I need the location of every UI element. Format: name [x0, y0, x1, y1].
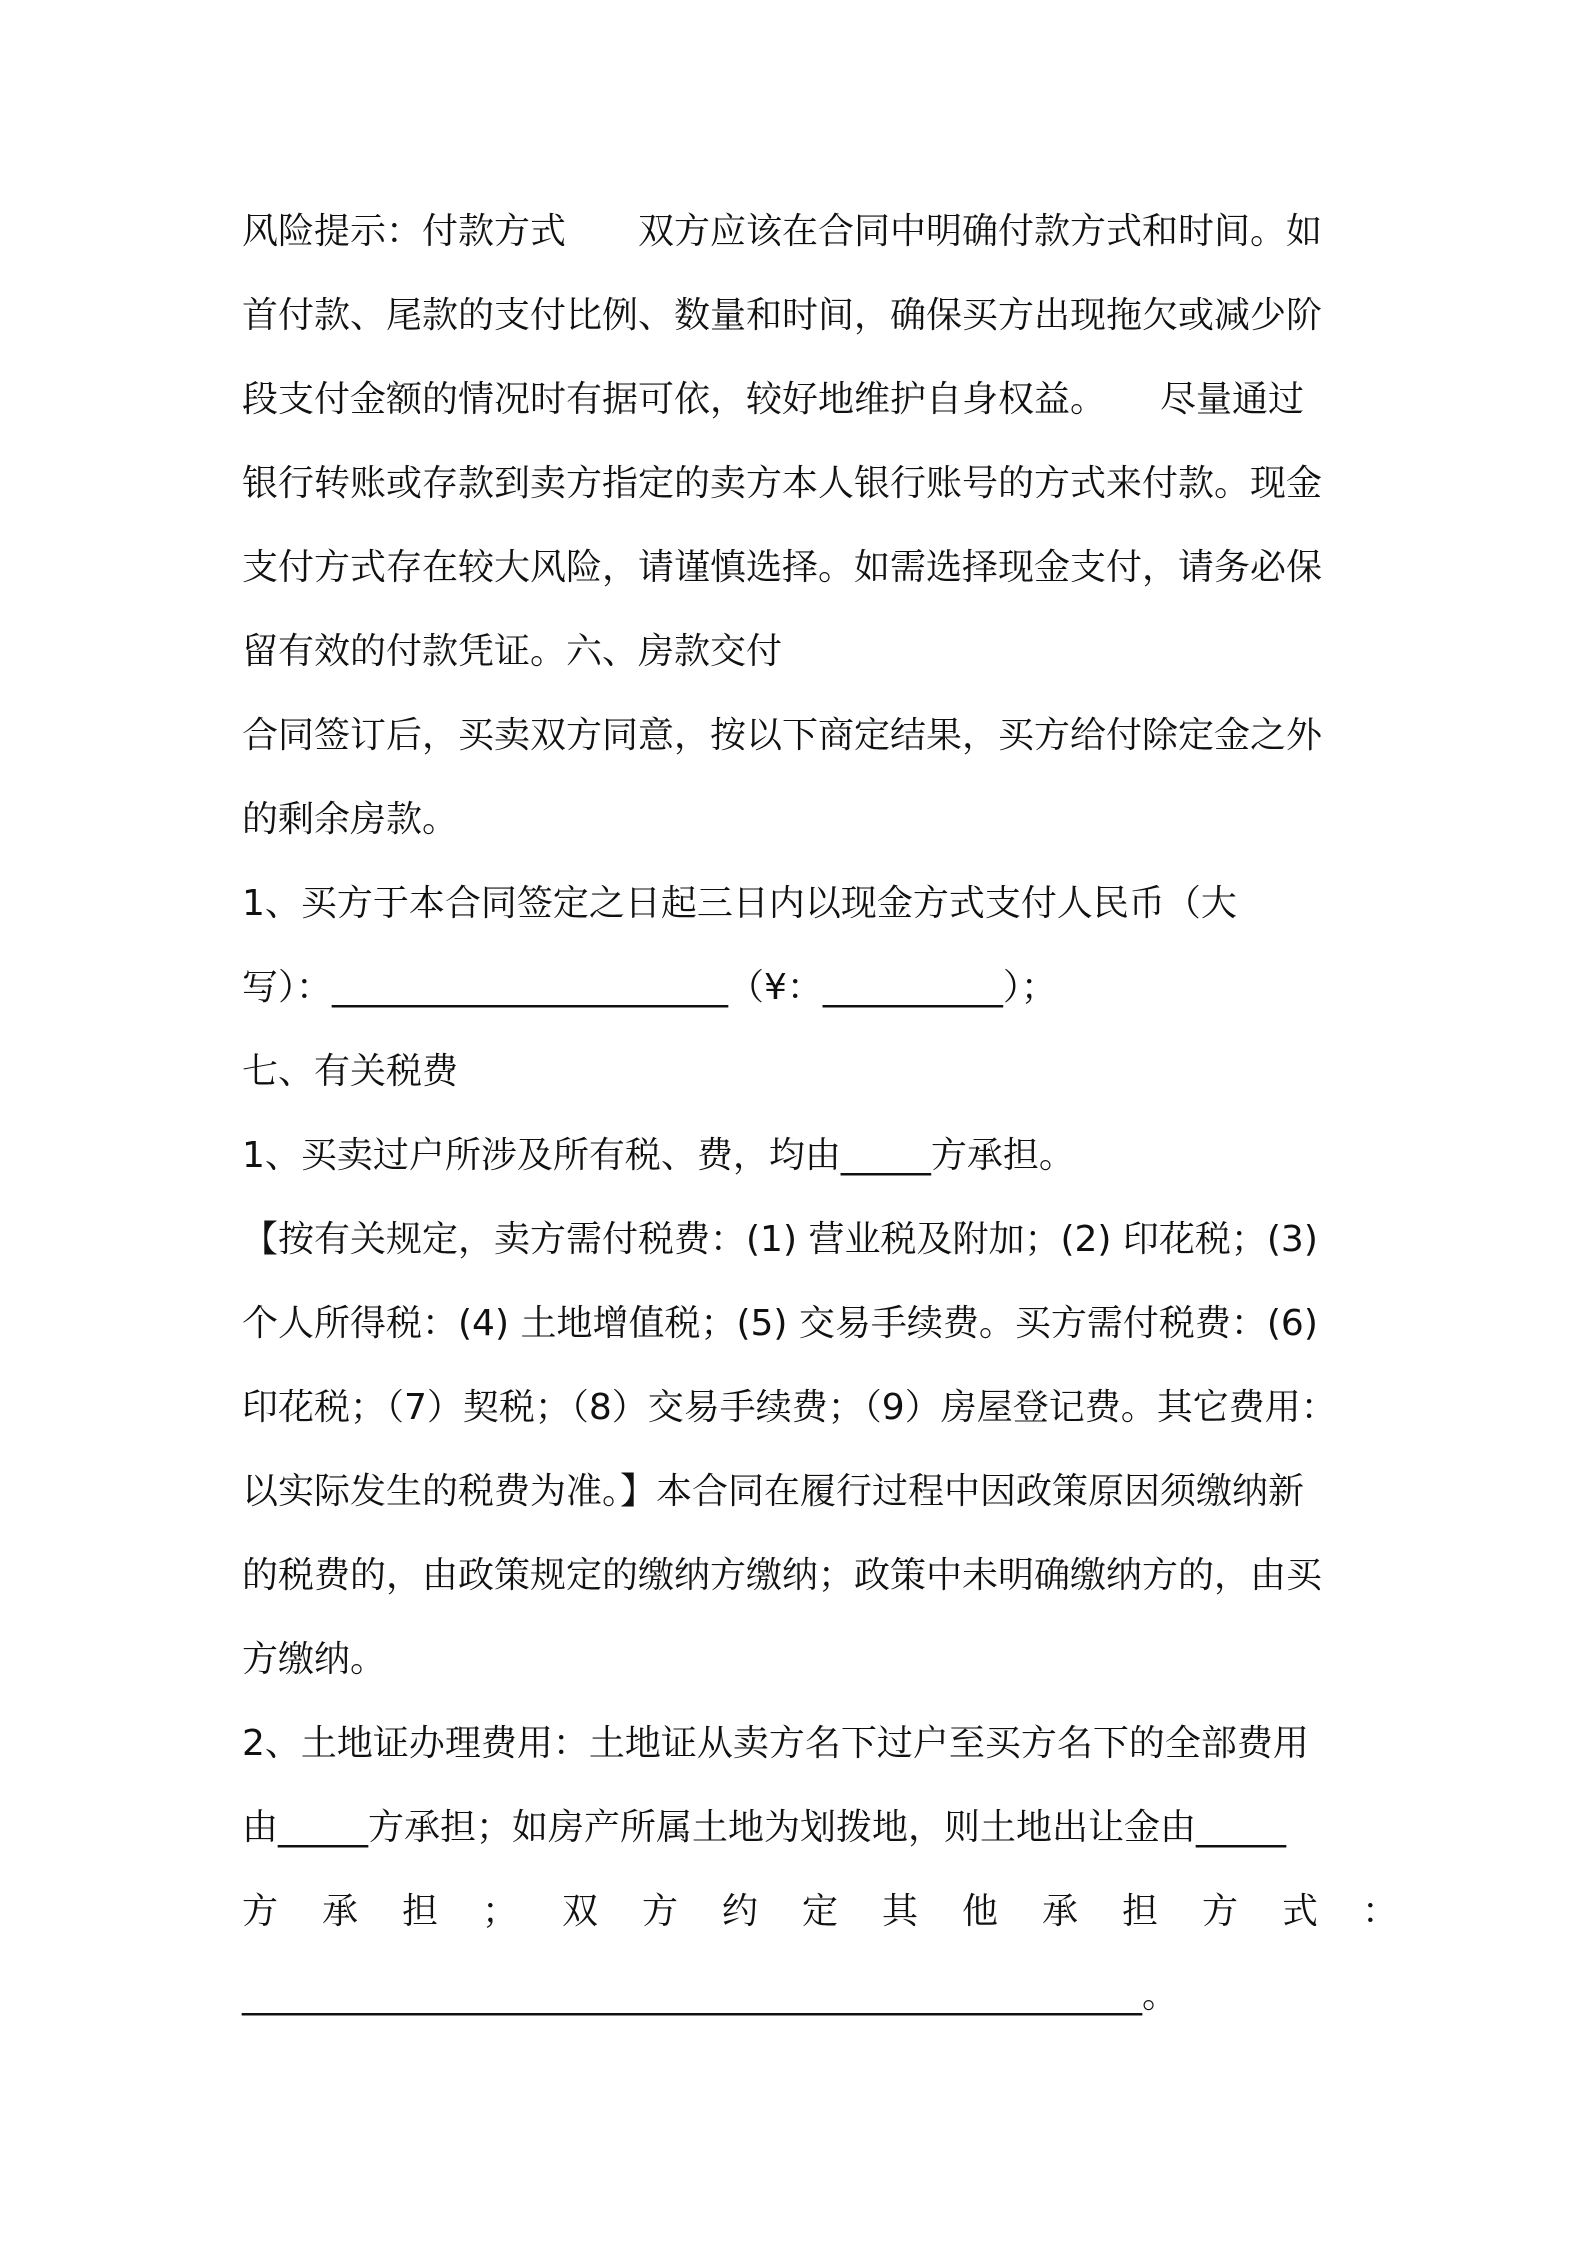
paragraph-line-4: 银行转账或存款到卖方指定的卖方本人银行账号的方式来付款。现金 — [242, 463, 1323, 504]
paragraph-line-20: 由_____方承担；如房产所属土地为划拨地，则土地出让金由_____ — [242, 1807, 1287, 1848]
paragraph-line-13: 【按有关规定，卖方需付税费：(1) 营业税及附加；(2) 印花税；(3) — [242, 1219, 1318, 1260]
paragraph-line-17: 的税费的，由政策规定的缴纳方缴纳；政策中未明确缴纳方的，由买 — [242, 1555, 1323, 1596]
paragraph-line-15: 印花税；（7）契税；（8）交易手续费；（9）房屋登记费。其它费用： — [242, 1387, 1337, 1428]
paragraph-line-10: 写）：______________________（¥：__________）； — [242, 967, 1057, 1008]
paragraph-line-21: 方承担；双方约定其他承担方式： — [242, 1891, 1443, 1932]
paragraph-line-1: 风险提示：付款方式 双方应该在合同中明确付款方式和时间。如 — [242, 211, 1323, 252]
paragraph-line-5: 支付方式存在较大风险，请谨慎选择。如需选择现金支付，请务必保 — [242, 547, 1323, 588]
paragraph-line-22: __________________________________________________。 — [242, 1975, 1178, 2016]
paragraph-line-12: 1、买卖过户所涉及所有税、费，均由_____方承担。 — [242, 1135, 1075, 1176]
section-heading-taxes: 七、有关税费 — [242, 1051, 459, 1092]
paragraph-line-16: 以实际发生的税费为准。】本合同在履行过程中因政策原因须缴纳新 — [242, 1471, 1305, 1512]
paragraph-line-8: 的剩余房款。 — [242, 799, 459, 840]
paragraph-line-2: 首付款、尾款的支付比例、数量和时间，确保买方出现拖欠或减少阶 — [242, 295, 1323, 336]
paragraph-line-7: 合同签订后，买卖双方同意，按以下商定结果，买方给付除定金之外 — [242, 715, 1323, 756]
paragraph-line-6: 留有效的付款凭证。六、房款交付 — [242, 631, 783, 672]
paragraph-line-18: 方缴纳。 — [242, 1639, 387, 1680]
paragraph-line-3: 段支付金额的情况时有据可依，较好地维护自身权益。 尽量通过 — [242, 379, 1305, 420]
paragraph-line-9: 1、买方于本合同签定之日起三日内以现金方式支付人民币（大 — [242, 883, 1237, 924]
paragraph-line-14: 个人所得税：(4) 土地增值税；(5) 交易手续费。买方需付税费：(6) — [242, 1303, 1318, 1344]
paragraph-line-19: 2、土地证办理费用：土地证从卖方名下过户至买方名下的全部费用 — [242, 1723, 1309, 1764]
document-page — [242, 190, 1443, 2038]
